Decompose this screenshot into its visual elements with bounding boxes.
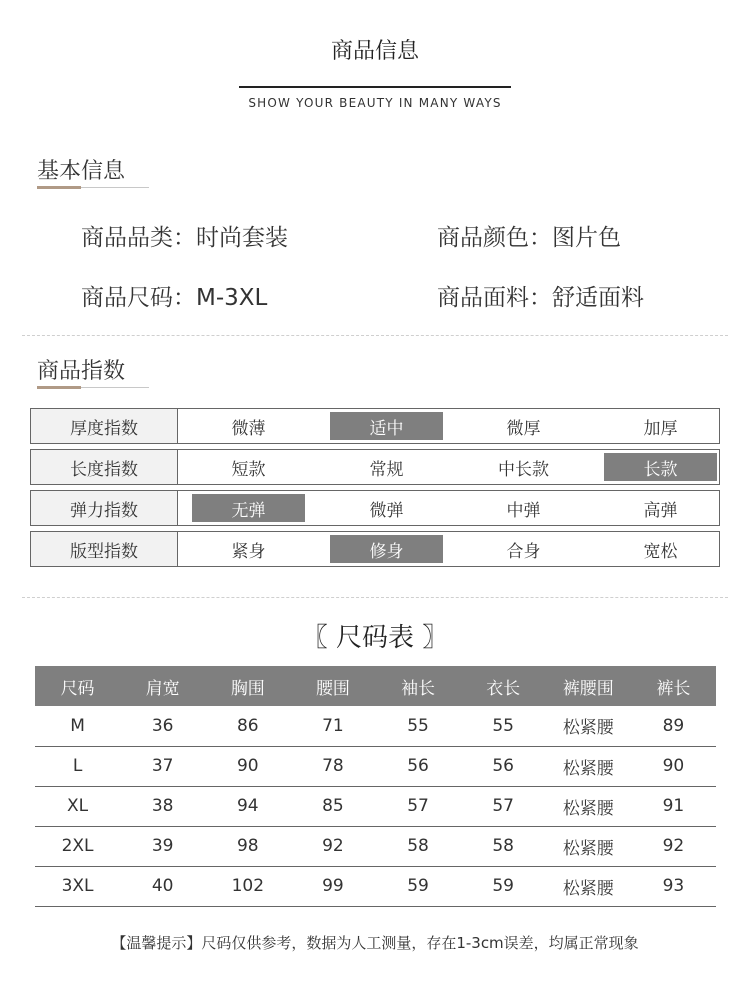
table-cell: 99: [290, 866, 375, 906]
table-cell: 55: [461, 706, 546, 746]
table-cell: 92: [631, 826, 716, 866]
index-row-label: 版型指数: [31, 532, 178, 566]
index-option-selected: 长款: [604, 453, 717, 481]
size-chart-title: 〖 尺码表 〗: [301, 623, 449, 653]
table-cell: L: [35, 746, 120, 786]
info-size: 商品尺码：M-3XL: [81, 285, 268, 311]
index-option: 微薄: [231, 418, 266, 439]
table-cell: 58: [461, 826, 546, 866]
table-cell: 93: [631, 866, 716, 906]
table-cell: 57: [461, 786, 546, 826]
index-heading: 商品指数: [37, 359, 126, 384]
index-option: 宽松: [643, 541, 678, 562]
section-divider: [22, 597, 728, 598]
size-table-column-header: 衣长: [461, 666, 546, 706]
table-cell: 59: [461, 866, 546, 906]
table-row: [35, 826, 716, 866]
table-cell: 39: [120, 826, 205, 866]
table-cell: 55: [376, 706, 461, 746]
index-option-selected: 修身: [330, 535, 443, 563]
size-table-column-header: 裤腰围: [546, 666, 631, 706]
table-cell: 102: [205, 866, 290, 906]
page-subtitle: SHOW YOUR BEAUTY IN MANY WAYS: [248, 96, 502, 110]
table-cell: 3XL: [35, 866, 120, 906]
table-cell: 85: [290, 786, 375, 826]
title-underline: [239, 86, 511, 88]
index-option-selected: 适中: [330, 412, 443, 440]
size-table-column-header: 胸围: [205, 666, 290, 706]
table-cell: 松紧腰: [546, 826, 631, 866]
index-option: 紧身: [231, 541, 266, 562]
table-cell: M: [35, 706, 120, 746]
size-table-column-header: 袖长: [376, 666, 461, 706]
table-cell: 90: [205, 746, 290, 786]
table-cell: 59: [376, 866, 461, 906]
index-option: 合身: [506, 541, 541, 562]
index-option: 微厚: [506, 418, 541, 439]
index-option: 高弹: [643, 500, 678, 521]
index-row: [30, 408, 720, 444]
index-option: 中长款: [498, 459, 549, 480]
index-option: 短款: [231, 459, 266, 480]
size-table: [35, 666, 716, 907]
table-cell: 2XL: [35, 826, 120, 866]
table-cell: 37: [120, 746, 205, 786]
table-cell: 松紧腰: [546, 786, 631, 826]
size-table-column-header: 腰围: [290, 666, 375, 706]
table-cell: 38: [120, 786, 205, 826]
table-cell: 松紧腰: [546, 746, 631, 786]
size-table-header: [35, 666, 716, 706]
index-option: 中弹: [506, 500, 541, 521]
size-table-column-header: 裤长: [631, 666, 716, 706]
index-option: 常规: [369, 459, 404, 480]
table-cell: 松紧腰: [546, 866, 631, 906]
index-options: [178, 532, 719, 566]
table-cell: 90: [631, 746, 716, 786]
info-fabric: 商品面料：舒适面料: [437, 285, 644, 311]
table-cell: 56: [461, 746, 546, 786]
tip-note: 【温馨提示】尺码仅供参考，数据为人工测量，存在1-3cm误差，均属正常现象: [111, 934, 639, 952]
table-cell: 86: [205, 706, 290, 746]
size-table-column-header: 尺码: [35, 666, 120, 706]
index-row-label: 长度指数: [31, 450, 178, 484]
index-option-selected: 无弹: [192, 494, 305, 522]
basic-info-heading: 基本信息: [37, 159, 126, 184]
table-cell: 91: [631, 786, 716, 826]
section-divider: [22, 335, 728, 336]
size-table-column-header: 肩宽: [120, 666, 205, 706]
table-cell: 98: [205, 826, 290, 866]
index-row-label: 弹力指数: [31, 491, 178, 525]
info-color: 商品颜色：图片色: [437, 225, 621, 251]
table-cell: 58: [376, 826, 461, 866]
page-title: 商品信息: [330, 39, 419, 64]
index-options: [178, 409, 719, 443]
index-row: [30, 531, 720, 567]
table-row: [35, 786, 716, 826]
table-cell: 94: [205, 786, 290, 826]
table-cell: 36: [120, 706, 205, 746]
table-cell: 89: [631, 706, 716, 746]
table-cell: 松紧腰: [546, 706, 631, 746]
table-cell: 78: [290, 746, 375, 786]
table-row: [35, 866, 716, 906]
table-cell: 40: [120, 866, 205, 906]
index-accent: [37, 386, 81, 389]
table-cell: 57: [376, 786, 461, 826]
table-cell: 92: [290, 826, 375, 866]
table-cell: 71: [290, 706, 375, 746]
info-category: 商品品类：时尚套装: [81, 225, 288, 251]
table-row: [35, 746, 716, 786]
table-cell: 56: [376, 746, 461, 786]
index-row: [30, 449, 720, 485]
index-option: 微弹: [369, 500, 404, 521]
index-option: 加厚: [643, 418, 678, 439]
index-options: [178, 450, 719, 484]
index-row: [30, 490, 720, 526]
index-options: [178, 491, 719, 525]
index-row-label: 厚度指数: [31, 409, 178, 443]
table-row: [35, 706, 716, 746]
basic-info-accent: [37, 186, 81, 189]
table-cell: XL: [35, 786, 120, 826]
